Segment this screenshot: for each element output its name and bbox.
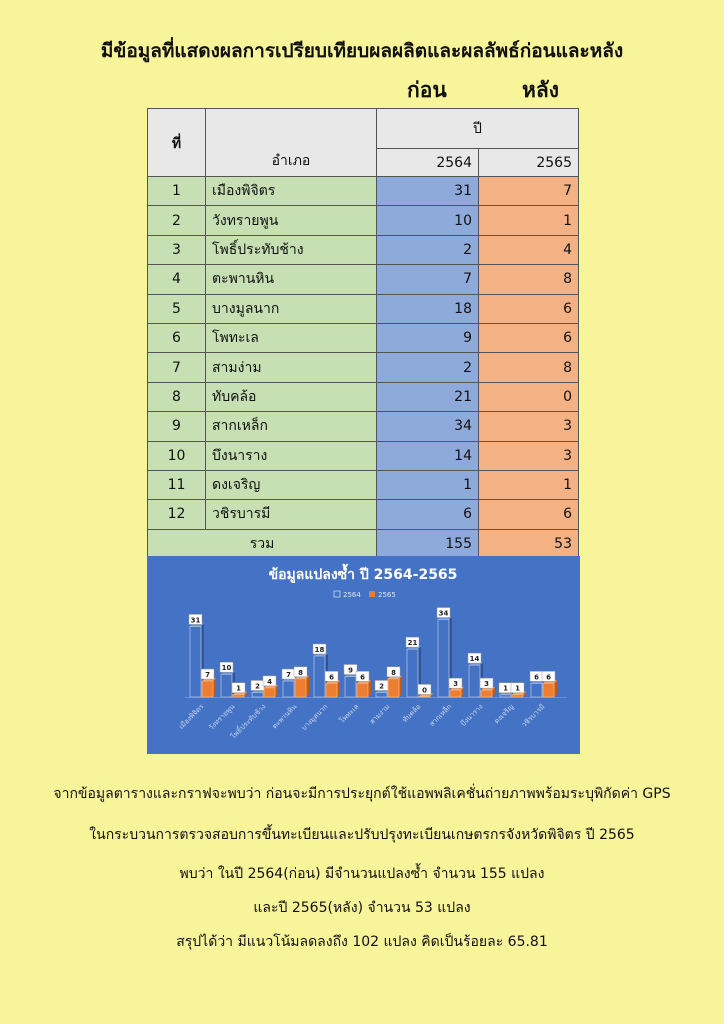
data-label-2564-7: 21	[407, 639, 418, 648]
paragraph-3: พบว่า ในปี 2564(ก่อน) มีจำนวนแปลงซ้ำ จำนวน 155 แปลง	[179, 866, 545, 882]
header-no: ที่	[148, 109, 206, 177]
bar-2564-2	[252, 692, 263, 697]
table-row	[148, 382, 579, 411]
data-label-2564-9: 14	[469, 655, 480, 664]
total-row	[148, 529, 579, 558]
bar-2564-0	[190, 626, 201, 697]
legend-label-2564: 2564	[343, 591, 361, 599]
paragraph-4: และปี 2565(หลัง) จำนวน 53 แปลง	[253, 900, 471, 916]
header-district: อำเภอ	[206, 109, 377, 177]
data-label-2564-8: 34	[438, 609, 449, 618]
total-2564: 155	[377, 529, 479, 558]
row-value-2565: 8	[479, 265, 579, 294]
row-district: บางมูลนาก	[206, 294, 377, 323]
total-2565: 53	[479, 529, 579, 558]
row-no: 8	[148, 382, 206, 411]
row-no: 10	[148, 441, 206, 470]
bar-2564-3	[283, 681, 294, 697]
row-district: ดงเจริญ	[206, 470, 377, 499]
category-label-11: วชิรบารมี	[520, 702, 547, 730]
row-value-2565: 6	[479, 294, 579, 323]
table-row	[148, 441, 579, 470]
data-label-2564-4: 18	[314, 646, 325, 654]
row-value-2565: 6	[479, 323, 579, 352]
data-label-2565-6: 8	[391, 668, 396, 677]
row-value-2564: 10	[377, 206, 479, 235]
total-label: รวม	[148, 529, 377, 558]
bar-2565-4	[326, 683, 337, 697]
bar-2564-11	[531, 683, 542, 697]
row-district: สามง่าม	[206, 353, 377, 382]
row-value-2564: 2	[377, 353, 479, 382]
bar-2564-5	[345, 677, 356, 698]
table-row	[148, 294, 579, 323]
legend-label-2565: 2565	[378, 591, 396, 599]
data-label-2565-8: 3	[453, 680, 458, 689]
data-label-2564-6: 2	[379, 682, 384, 691]
row-value-2565: 6	[479, 500, 579, 529]
row-district: ทับคล้อ	[206, 382, 377, 411]
category-label-7: ทับคล้อ	[401, 702, 423, 725]
data-label-2564-5: 9	[348, 666, 353, 675]
bar-side-2565-0	[213, 678, 216, 697]
bar-2565-0	[202, 681, 213, 697]
category-label-3: ตะพานหิน	[270, 702, 299, 731]
comparison-table	[147, 108, 579, 559]
category-label-9: บึงนาราง	[459, 702, 485, 728]
row-no: 1	[148, 177, 206, 206]
row-district: บึงนาราง	[206, 441, 377, 470]
bar-2565-1	[233, 695, 244, 697]
bar-side-2565-3	[306, 676, 309, 697]
row-district: โพธิ์ประทับช้าง	[206, 235, 377, 264]
row-value-2565: 0	[479, 382, 579, 411]
bar-2564-9	[469, 665, 480, 697]
row-value-2565: 3	[479, 412, 579, 441]
bar-2565-3	[295, 679, 306, 697]
category-label-5: โพทะเล	[338, 702, 361, 725]
row-value-2564: 7	[377, 265, 479, 294]
category-label-8: สากเหล็ก	[427, 702, 454, 729]
data-label-2564-2: 2	[255, 682, 260, 691]
row-district: ตะพานหิน	[206, 265, 377, 294]
header-year: ปี	[377, 109, 579, 149]
data-label-2565-1: 1	[236, 684, 241, 693]
data-label-2564-3: 7	[286, 671, 291, 680]
row-no: 11	[148, 470, 206, 499]
row-value-2565: 1	[479, 206, 579, 235]
data-label-2565-10: 1	[515, 684, 520, 693]
bar-2565-9	[481, 690, 492, 697]
bar-2564-7	[407, 649, 418, 697]
row-no: 12	[148, 500, 206, 529]
table-row	[148, 177, 579, 206]
data-label-2565-0: 7	[205, 671, 210, 680]
row-value-2564: 18	[377, 294, 479, 323]
bar-2564-1	[221, 674, 232, 697]
legend-swatch-2565	[369, 591, 375, 597]
table-row	[148, 470, 579, 499]
bar-2564-6	[376, 692, 387, 697]
row-value-2565: 8	[479, 353, 579, 382]
data-label-2564-11: 6	[534, 673, 539, 682]
bar-side-2565-6	[399, 676, 402, 697]
row-no: 9	[148, 412, 206, 441]
data-label-2565-9: 3	[484, 680, 489, 689]
bar-2564-10	[500, 695, 511, 697]
row-value-2564: 31	[377, 177, 479, 206]
bar-2565-2	[264, 688, 275, 697]
bar-2565-8	[450, 690, 461, 697]
row-value-2564: 9	[377, 323, 479, 352]
row-value-2565: 4	[479, 235, 579, 264]
bar-2565-6	[388, 679, 399, 697]
data-label-2565-11: 6	[546, 673, 551, 682]
after-label: หลัง	[522, 78, 559, 102]
table-row	[148, 206, 579, 235]
bar-2564-8	[438, 620, 449, 697]
row-no: 3	[148, 235, 206, 264]
bar-2564-4	[314, 656, 325, 697]
row-no: 4	[148, 265, 206, 294]
bar-2565-10	[512, 695, 523, 697]
bar-2565-5	[357, 683, 368, 697]
bar-2565-7	[419, 696, 430, 697]
row-district: เมืองพิจิตร	[206, 177, 377, 206]
table-row	[148, 412, 579, 441]
page-title: มีข้อมูลที่แสดงผลการเปรียบเทียบผลผลิตและผลลัพธ์ก่อนและหลัง	[100, 40, 624, 62]
row-no: 7	[148, 353, 206, 382]
row-value-2564: 1	[377, 470, 479, 499]
table-row	[148, 235, 579, 264]
row-no: 2	[148, 206, 206, 235]
data-label-2565-7: 0	[422, 686, 427, 695]
row-value-2565: 1	[479, 470, 579, 499]
paragraph-5: สรุปได้ว่า มีแนวโน้มลดลงถึง 102 แปลง คิดเป็นร้อยละ 65.81	[176, 934, 548, 950]
table-row	[148, 323, 579, 352]
row-value-2565: 3	[479, 441, 579, 470]
paragraph-1: จากข้อมูลตารางและกราฟจะพบว่า ก่อนจะมีการประยุกต์ใช้แอพพลิเคชั่นถ่ายภาพพร้อมระบุพิกัดค่า GPS	[53, 786, 671, 802]
row-district: วังทรายพูน	[206, 206, 377, 235]
legend-swatch-2564	[334, 591, 340, 597]
row-no: 5	[148, 294, 206, 323]
row-district: สากเหล็ก	[206, 412, 377, 441]
data-label-2565-5: 6	[360, 673, 365, 682]
row-value-2564: 21	[377, 382, 479, 411]
category-label-2: โพธิ์ประทับช้าง	[229, 702, 268, 741]
header-year-2565: 2565	[479, 149, 579, 177]
category-label-0: เมืองพิจิตร	[177, 702, 206, 731]
before-label: ก่อน	[407, 78, 447, 102]
bar-2565-11	[543, 683, 554, 697]
table-row	[148, 500, 579, 529]
data-label-2564-0: 31	[190, 616, 201, 625]
row-value-2565: 7	[479, 177, 579, 206]
row-no: 6	[148, 323, 206, 352]
data-label-2565-3: 8	[298, 668, 303, 677]
paragraph-2: ในกระบวนการตรวจสอบการขึ้นทะเบียนและปรับปรุงทะเบียนเกษตรกรจังหวัดพิจิตร ปี 2565	[89, 827, 635, 843]
row-district: โพทะเล	[206, 323, 377, 352]
row-value-2564: 34	[377, 412, 479, 441]
table-row	[148, 265, 579, 294]
chart-title: ข้อมูลแปลงซ้ำ ปี 2564-2565	[268, 567, 458, 583]
row-district: วชิรบารมี	[206, 500, 377, 529]
category-label-4: บางมูลนาก	[299, 702, 330, 733]
row-value-2564: 2	[377, 235, 479, 264]
row-value-2564: 14	[377, 441, 479, 470]
data-label-2565-2: 4	[267, 677, 272, 686]
duplicate-plots-chart	[147, 556, 580, 754]
data-label-2565-4: 6	[329, 673, 334, 682]
data-label-2564-1: 10	[221, 664, 232, 673]
category-label-10: ดงเจริญ	[492, 702, 516, 726]
category-label-6: สามง่าม	[368, 702, 392, 726]
category-label-1: วังทรายพูน	[207, 702, 237, 732]
table-row	[148, 353, 579, 382]
header-year-2564: 2564	[377, 149, 479, 177]
row-value-2564: 6	[377, 500, 479, 529]
bar-chart-svg	[147, 556, 580, 754]
data-label-2564-10: 1	[503, 684, 508, 693]
